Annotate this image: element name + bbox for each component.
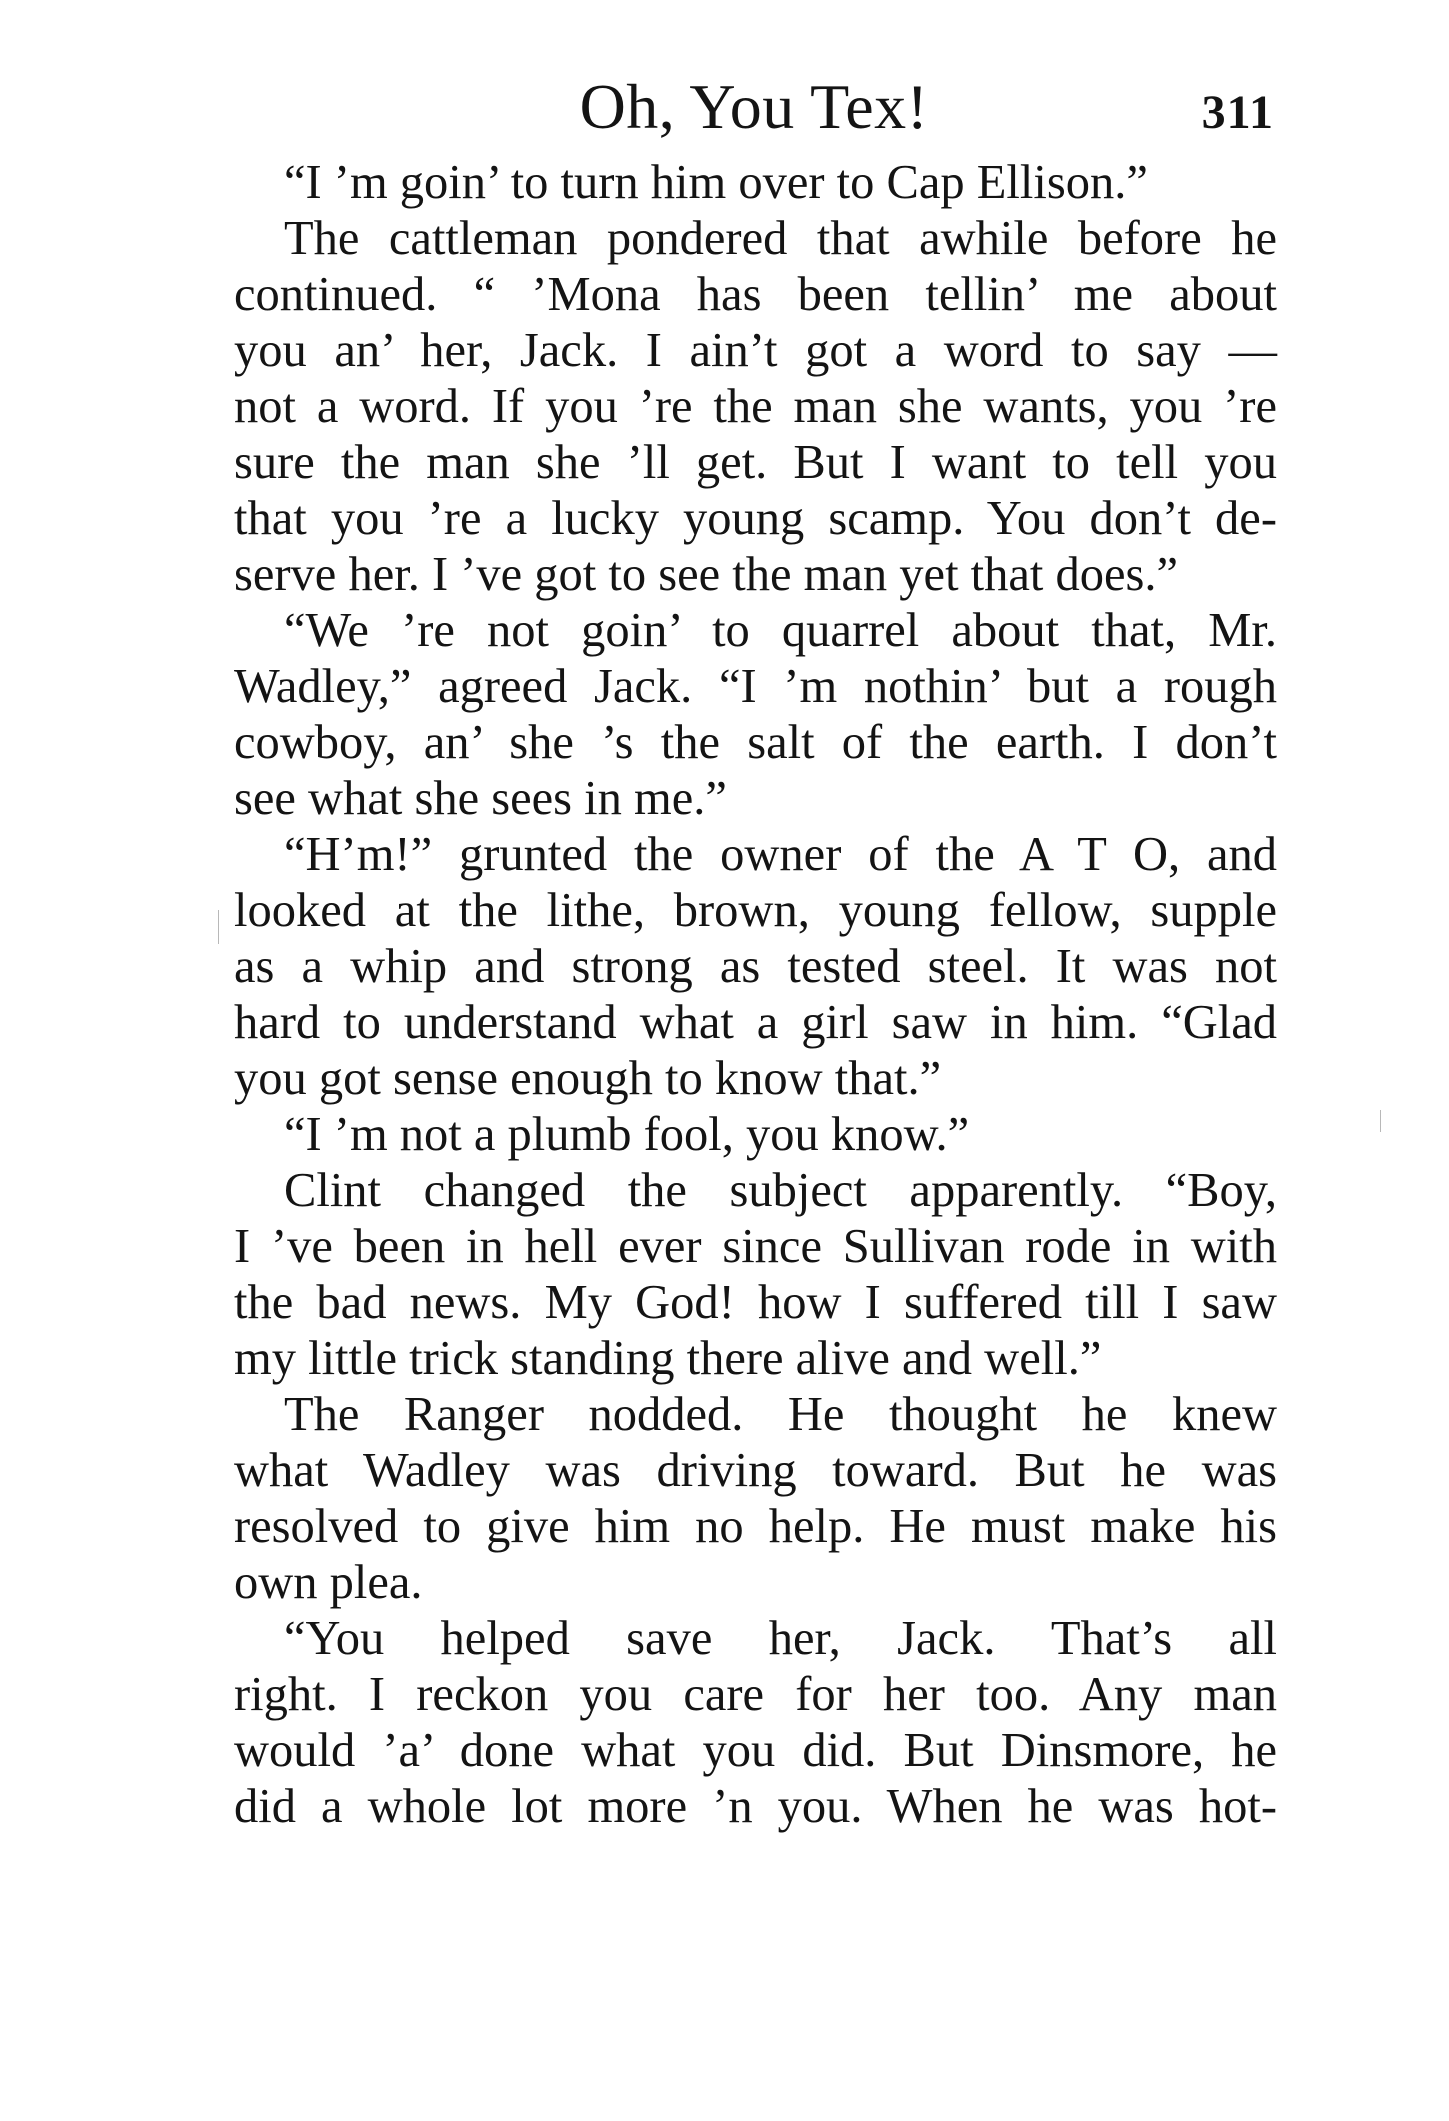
text-line: The cattleman pondered that awhile before he	[284, 212, 1277, 265]
text-line: as a whip and strong as tested steel. It was not	[234, 940, 1277, 993]
text-line: “H’m!” grunted the owner of the A T O, and	[284, 828, 1277, 881]
text-line: “We ’re not goin’ to quarrel about that, Mr.	[284, 604, 1277, 657]
text-line: cowboy, an’ she ’s the salt of the earth. I don’t	[234, 716, 1277, 769]
text-line: that you ’re a lucky young scamp. You don’t de-	[234, 492, 1277, 545]
text-line: hard to understand what a girl saw in him. “Glad	[234, 996, 1277, 1049]
text-line: Wadley,” agreed Jack. “I ’m nothin’ but a rough	[234, 660, 1277, 713]
page-number: 311	[1201, 86, 1274, 139]
body-text	[234, 155, 1277, 1835]
text-line: sure the man she ’ll get. But I want to tell you	[234, 436, 1277, 489]
text-line: continued. “ ’Mona has been tellin’ me about	[234, 268, 1277, 321]
text-line: The Ranger nodded. He thought he knew	[284, 1388, 1277, 1441]
text-line: looked at the lithe, brown, young fellow, supple	[234, 884, 1277, 937]
text-line: resolved to give him no help. He must make his	[234, 1500, 1277, 1553]
text-line: “You helped save her, Jack. That’s all	[284, 1612, 1277, 1665]
text-line: “I ’m not a plumb fool, you know.”	[284, 1108, 970, 1161]
text-line: see what she sees in me.”	[234, 772, 727, 825]
margin-speck	[218, 910, 219, 944]
text-line: you got sense enough to know that.”	[234, 1052, 942, 1105]
margin-speck	[1380, 1110, 1381, 1132]
text-line: what Wadley was driving toward. But he was	[234, 1444, 1277, 1497]
text-line: the bad news. My God! how I suffered till I saw	[234, 1276, 1277, 1329]
running-head	[234, 62, 1274, 152]
text-line: did a whole lot more ’n you. When he was hot-	[234, 1780, 1277, 1833]
text-line: “I ’m goin’ to turn him over to Cap Ellison.”	[284, 156, 1148, 209]
text-line: Clint changed the subject apparently. “Boy,	[284, 1164, 1277, 1217]
text-line: would ’a’ done what you did. But Dinsmore, he	[234, 1724, 1277, 1777]
running-title: Oh, You Tex!	[579, 71, 929, 142]
text-line: you an’ her, Jack. I ain’t got a word to say —	[234, 324, 1277, 377]
text-line: my little trick standing there alive and well.”	[234, 1332, 1102, 1385]
text-line: serve her. I ’ve got to see the man yet that does.”	[234, 548, 1179, 601]
text-line: I ’ve been in hell ever since Sullivan rode in with	[234, 1220, 1277, 1273]
text-line: own plea.	[234, 1556, 423, 1609]
text-line: not a word. If you ’re the man she wants, you ’re	[234, 380, 1277, 433]
text-line: right. I reckon you care for her too. Any man	[234, 1668, 1277, 1721]
